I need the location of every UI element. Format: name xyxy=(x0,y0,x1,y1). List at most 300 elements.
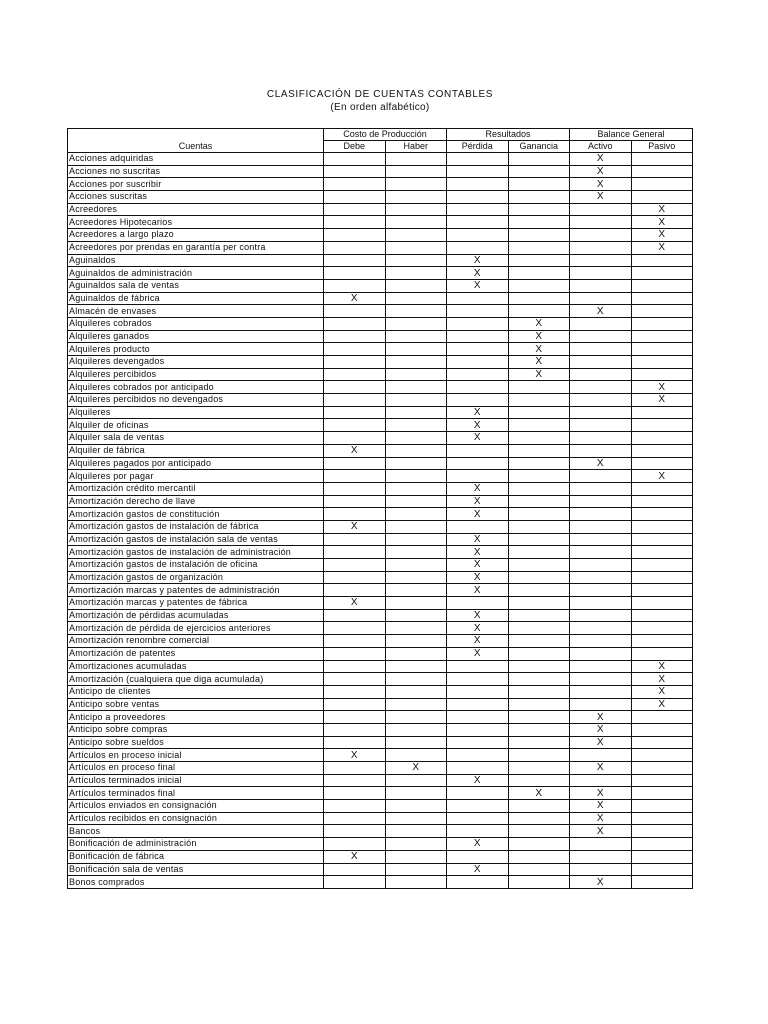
mark-cell-ganancia xyxy=(508,850,570,863)
mark-cell-activo xyxy=(570,267,632,280)
mark-cell-ganancia xyxy=(508,660,570,673)
account-name-cell: Amortización gastos de instalación sala de ventas xyxy=(68,533,324,546)
mark-cell-haber xyxy=(385,520,447,533)
mark-cell-activo xyxy=(570,229,632,242)
mark-cell-debe xyxy=(324,432,386,445)
table-row xyxy=(68,850,693,863)
column-header-ganancia: Ganancia xyxy=(508,141,570,153)
mark-cell-pasivo xyxy=(631,559,693,572)
mark-cell-pasivo xyxy=(631,368,693,381)
document-subtitle: (En orden alfabético) xyxy=(330,102,430,113)
mark-cell-activo xyxy=(570,673,632,686)
mark-cell-debe xyxy=(324,305,386,318)
mark-cell-debe xyxy=(324,241,386,254)
mark-cell-haber xyxy=(385,457,447,470)
mark-cell-debe xyxy=(324,584,386,597)
table-row xyxy=(68,267,693,280)
account-name-cell: Anticipo de clientes xyxy=(68,685,324,698)
mark-cell-haber xyxy=(385,660,447,673)
mark-cell-pérdida: X xyxy=(447,508,509,521)
mark-cell-debe xyxy=(324,711,386,724)
mark-cell-ganancia xyxy=(508,216,570,229)
mark-cell-ganancia xyxy=(508,622,570,635)
mark-cell-pérdida: X xyxy=(447,533,509,546)
mark-cell-ganancia: X xyxy=(508,343,570,356)
table-row xyxy=(68,482,693,495)
account-name-cell: Almacén de envases xyxy=(68,305,324,318)
mark-cell-pasivo: X xyxy=(631,203,693,216)
mark-cell-debe xyxy=(324,571,386,584)
mark-cell-debe xyxy=(324,203,386,216)
account-name-cell: Amortizaciones acumuladas xyxy=(68,660,324,673)
group-header-production-cost: Costo de Producción xyxy=(324,129,447,141)
account-name-cell: Acreedores xyxy=(68,203,324,216)
table-row xyxy=(68,356,693,369)
mark-cell-activo xyxy=(570,470,632,483)
mark-cell-pérdida xyxy=(447,520,509,533)
account-name-cell: Alquileres pagados por anticipado xyxy=(68,457,324,470)
mark-cell-haber xyxy=(385,470,447,483)
mark-cell-pérdida: X xyxy=(447,609,509,622)
mark-cell-debe xyxy=(324,330,386,343)
account-name-cell: Bonificación de fábrica xyxy=(68,850,324,863)
mark-cell-ganancia xyxy=(508,203,570,216)
mark-cell-pasivo xyxy=(631,876,693,889)
mark-cell-pasivo: X xyxy=(631,660,693,673)
mark-cell-pasivo xyxy=(631,305,693,318)
mark-cell-pérdida xyxy=(447,787,509,800)
account-name-cell: Amortización derecho de llave xyxy=(68,495,324,508)
mark-cell-haber xyxy=(385,178,447,191)
mark-cell-activo xyxy=(570,520,632,533)
mark-cell-debe xyxy=(324,685,386,698)
table-row xyxy=(68,216,693,229)
mark-cell-pérdida xyxy=(447,343,509,356)
mark-cell-activo xyxy=(570,241,632,254)
account-name-cell: Acreedores Hipotecarios xyxy=(68,216,324,229)
mark-cell-pérdida: X xyxy=(447,774,509,787)
account-name-cell: Alquileres cobrados por anticipado xyxy=(68,381,324,394)
mark-cell-ganancia xyxy=(508,812,570,825)
mark-cell-pérdida xyxy=(447,153,509,166)
account-name-cell: Acciones no suscritas xyxy=(68,165,324,178)
table-row xyxy=(68,723,693,736)
mark-cell-pasivo: X xyxy=(631,216,693,229)
mark-cell-activo xyxy=(570,508,632,521)
mark-cell-activo: X xyxy=(570,876,632,889)
mark-cell-pasivo xyxy=(631,191,693,204)
account-name-cell: Bancos xyxy=(68,825,324,838)
mark-cell-debe xyxy=(324,825,386,838)
group-header-balance-sheet: Balance General xyxy=(570,129,693,141)
table-header xyxy=(68,129,693,153)
mark-cell-debe: X xyxy=(324,520,386,533)
mark-cell-haber xyxy=(385,622,447,635)
mark-cell-debe xyxy=(324,673,386,686)
account-name-cell: Artículos en proceso inicial xyxy=(68,749,324,762)
table-row xyxy=(68,749,693,762)
mark-cell-ganancia xyxy=(508,546,570,559)
mark-cell-haber xyxy=(385,609,447,622)
mark-cell-pasivo xyxy=(631,736,693,749)
mark-cell-pérdida xyxy=(447,191,509,204)
mark-cell-activo xyxy=(570,597,632,610)
mark-cell-ganancia xyxy=(508,444,570,457)
mark-cell-activo xyxy=(570,432,632,445)
mark-cell-pasivo: X xyxy=(631,673,693,686)
mark-cell-activo: X xyxy=(570,736,632,749)
mark-cell-pérdida xyxy=(447,698,509,711)
mark-cell-pérdida xyxy=(447,178,509,191)
mark-cell-activo: X xyxy=(570,825,632,838)
account-name-cell: Artículos terminados inicial xyxy=(68,774,324,787)
mark-cell-activo xyxy=(570,394,632,407)
mark-cell-debe: X xyxy=(324,292,386,305)
mark-cell-activo xyxy=(570,774,632,787)
mark-cell-pérdida: X xyxy=(447,863,509,876)
table-row xyxy=(68,571,693,584)
mark-cell-pérdida: X xyxy=(447,406,509,419)
mark-cell-pérdida xyxy=(447,356,509,369)
mark-cell-activo xyxy=(570,419,632,432)
mark-cell-haber xyxy=(385,254,447,267)
mark-cell-ganancia: X xyxy=(508,787,570,800)
mark-cell-pérdida: X xyxy=(447,267,509,280)
mark-cell-debe: X xyxy=(324,444,386,457)
mark-cell-haber xyxy=(385,876,447,889)
mark-cell-pérdida xyxy=(447,673,509,686)
mark-cell-pasivo xyxy=(631,406,693,419)
mark-cell-activo xyxy=(570,343,632,356)
mark-cell-ganancia xyxy=(508,229,570,242)
account-name-cell: Artículos enviados en consignación xyxy=(68,800,324,813)
mark-cell-haber xyxy=(385,635,447,648)
mark-cell-ganancia xyxy=(508,520,570,533)
mark-cell-activo xyxy=(570,495,632,508)
account-name-cell: Alquiler sala de ventas xyxy=(68,432,324,445)
mark-cell-ganancia xyxy=(508,723,570,736)
mark-cell-haber xyxy=(385,673,447,686)
table-row xyxy=(68,191,693,204)
mark-cell-activo xyxy=(570,622,632,635)
mark-cell-pérdida: X xyxy=(447,495,509,508)
account-name-cell: Acciones adquiridas xyxy=(68,153,324,166)
mark-cell-debe xyxy=(324,812,386,825)
mark-cell-activo xyxy=(570,368,632,381)
account-name-cell: Amortización marcas y patentes de fábrica xyxy=(68,597,324,610)
mark-cell-ganancia xyxy=(508,482,570,495)
mark-cell-pasivo xyxy=(631,165,693,178)
account-name-cell: Amortización marcas y patentes de administración xyxy=(68,584,324,597)
mark-cell-haber xyxy=(385,508,447,521)
table-row xyxy=(68,609,693,622)
mark-cell-haber xyxy=(385,812,447,825)
mark-cell-ganancia xyxy=(508,635,570,648)
mark-cell-ganancia xyxy=(508,267,570,280)
table-row xyxy=(68,635,693,648)
mark-cell-activo xyxy=(570,216,632,229)
mark-cell-pérdida xyxy=(447,292,509,305)
mark-cell-pérdida xyxy=(447,381,509,394)
mark-cell-pasivo: X xyxy=(631,381,693,394)
mark-cell-pasivo xyxy=(631,520,693,533)
mark-cell-debe xyxy=(324,508,386,521)
account-name-cell: Amortización renombre comercial xyxy=(68,635,324,648)
account-name-cell: Artículos terminados final xyxy=(68,787,324,800)
account-name-cell: Alquileres cobrados xyxy=(68,317,324,330)
mark-cell-haber xyxy=(385,368,447,381)
mark-cell-pasivo xyxy=(631,762,693,775)
table-row xyxy=(68,736,693,749)
mark-cell-activo xyxy=(570,635,632,648)
table-row xyxy=(68,520,693,533)
mark-cell-debe xyxy=(324,876,386,889)
mark-cell-debe xyxy=(324,800,386,813)
mark-cell-haber xyxy=(385,444,447,457)
account-name-cell: Amortización crédito mercantil xyxy=(68,482,324,495)
mark-cell-debe xyxy=(324,216,386,229)
mark-cell-ganancia xyxy=(508,470,570,483)
table-row xyxy=(68,444,693,457)
mark-cell-activo xyxy=(570,850,632,863)
table-row xyxy=(68,508,693,521)
mark-cell-haber xyxy=(385,292,447,305)
mark-cell-pérdida xyxy=(447,394,509,407)
table-row xyxy=(68,698,693,711)
mark-cell-pérdida xyxy=(447,470,509,483)
mark-cell-haber xyxy=(385,584,447,597)
table-row xyxy=(68,685,693,698)
mark-cell-pasivo: X xyxy=(631,698,693,711)
mark-cell-haber xyxy=(385,394,447,407)
mark-cell-pérdida xyxy=(447,812,509,825)
mark-cell-pasivo xyxy=(631,812,693,825)
table-row xyxy=(68,165,693,178)
account-name-cell: Acreedores a largo plazo xyxy=(68,229,324,242)
mark-cell-debe xyxy=(324,419,386,432)
mark-cell-ganancia xyxy=(508,495,570,508)
mark-cell-pérdida xyxy=(447,241,509,254)
mark-cell-pasivo: X xyxy=(631,394,693,407)
mark-cell-haber xyxy=(385,165,447,178)
mark-cell-pérdida xyxy=(447,368,509,381)
mark-cell-haber xyxy=(385,267,447,280)
mark-cell-ganancia xyxy=(508,457,570,470)
mark-cell-pasivo: X xyxy=(631,229,693,242)
mark-cell-debe xyxy=(324,647,386,660)
mark-cell-pasivo xyxy=(631,622,693,635)
mark-cell-ganancia xyxy=(508,597,570,610)
table-row xyxy=(68,838,693,851)
mark-cell-debe xyxy=(324,533,386,546)
mark-cell-pasivo xyxy=(631,749,693,762)
account-name-cell: Alquileres producto xyxy=(68,343,324,356)
mark-cell-activo xyxy=(570,356,632,369)
table-row xyxy=(68,825,693,838)
mark-cell-debe xyxy=(324,495,386,508)
mark-cell-activo: X xyxy=(570,711,632,724)
account-name-cell: Alquiler de fábrica xyxy=(68,444,324,457)
mark-cell-debe xyxy=(324,254,386,267)
table-row xyxy=(68,279,693,292)
mark-cell-debe xyxy=(324,165,386,178)
mark-cell-haber xyxy=(385,317,447,330)
mark-cell-activo xyxy=(570,406,632,419)
group-header-row xyxy=(68,129,693,141)
mark-cell-haber xyxy=(385,711,447,724)
account-name-cell: Alquileres percibidos no devengados xyxy=(68,394,324,407)
mark-cell-ganancia xyxy=(508,876,570,889)
mark-cell-activo: X xyxy=(570,165,632,178)
mark-cell-haber xyxy=(385,774,447,787)
mark-cell-haber xyxy=(385,495,447,508)
account-name-cell: Aguinaldos de administración xyxy=(68,267,324,280)
mark-cell-pasivo xyxy=(631,723,693,736)
mark-cell-pasivo xyxy=(631,495,693,508)
mark-cell-pasivo xyxy=(631,444,693,457)
mark-cell-pérdida: X xyxy=(447,546,509,559)
mark-cell-ganancia xyxy=(508,533,570,546)
mark-cell-haber xyxy=(385,597,447,610)
mark-cell-debe xyxy=(324,660,386,673)
mark-cell-pasivo xyxy=(631,267,693,280)
mark-cell-pasivo: X xyxy=(631,241,693,254)
mark-cell-pérdida: X xyxy=(447,838,509,851)
mark-cell-ganancia xyxy=(508,508,570,521)
mark-cell-pérdida xyxy=(447,597,509,610)
document-title: CLASIFICACIÓN DE CUENTAS CONTABLES xyxy=(266,89,494,100)
table-row xyxy=(68,229,693,242)
table-row xyxy=(68,432,693,445)
table-row xyxy=(68,876,693,889)
account-name-cell: Amortización gastos de instalación de fábrica xyxy=(68,520,324,533)
account-name-cell: Alquileres percibidos xyxy=(68,368,324,381)
mark-cell-debe: X xyxy=(324,597,386,610)
table-row xyxy=(68,178,693,191)
mark-cell-pasivo xyxy=(631,457,693,470)
mark-cell-ganancia xyxy=(508,863,570,876)
mark-cell-pasivo xyxy=(631,838,693,851)
account-name-cell: Acciones por suscribir xyxy=(68,178,324,191)
table-row xyxy=(68,660,693,673)
mark-cell-pérdida xyxy=(447,444,509,457)
mark-cell-pasivo xyxy=(631,254,693,267)
mark-cell-ganancia xyxy=(508,685,570,698)
account-name-cell: Acreedores por prendas en garantía per contra xyxy=(68,241,324,254)
mark-cell-activo: X xyxy=(570,762,632,775)
mark-cell-debe xyxy=(324,406,386,419)
table-row xyxy=(68,787,693,800)
account-name-cell: Artículos en proceso final xyxy=(68,762,324,775)
table-row xyxy=(68,584,693,597)
mark-cell-debe xyxy=(324,635,386,648)
table-row xyxy=(68,368,693,381)
mark-cell-activo xyxy=(570,584,632,597)
mark-cell-debe xyxy=(324,317,386,330)
mark-cell-activo: X xyxy=(570,457,632,470)
mark-cell-pérdida xyxy=(447,165,509,178)
mark-cell-activo: X xyxy=(570,812,632,825)
group-header-results: Resultados xyxy=(447,129,570,141)
accounts-classification-table xyxy=(67,128,693,889)
table-row xyxy=(68,330,693,343)
mark-cell-debe xyxy=(324,546,386,559)
mark-cell-ganancia xyxy=(508,584,570,597)
mark-cell-pérdida xyxy=(447,229,509,242)
mark-cell-pasivo xyxy=(631,774,693,787)
accounts-column-header: Cuentas xyxy=(68,129,324,153)
mark-cell-activo xyxy=(570,254,632,267)
mark-cell-pérdida xyxy=(447,749,509,762)
mark-cell-pérdida xyxy=(447,330,509,343)
mark-cell-ganancia xyxy=(508,698,570,711)
mark-cell-ganancia xyxy=(508,800,570,813)
mark-cell-ganancia xyxy=(508,774,570,787)
table-row xyxy=(68,774,693,787)
mark-cell-debe xyxy=(324,178,386,191)
mark-cell-ganancia xyxy=(508,673,570,686)
mark-cell-ganancia xyxy=(508,647,570,660)
mark-cell-debe xyxy=(324,559,386,572)
mark-cell-activo xyxy=(570,838,632,851)
account-name-cell: Amortización de pérdida de ejercicios anteriores xyxy=(68,622,324,635)
mark-cell-haber xyxy=(385,229,447,242)
account-name-cell: Amortización de patentes xyxy=(68,647,324,660)
mark-cell-haber xyxy=(385,698,447,711)
mark-cell-pasivo xyxy=(631,343,693,356)
mark-cell-ganancia xyxy=(508,279,570,292)
mark-cell-activo: X xyxy=(570,153,632,166)
mark-cell-pasivo xyxy=(631,635,693,648)
mark-cell-haber xyxy=(385,343,447,356)
table-row xyxy=(68,241,693,254)
table-row xyxy=(68,762,693,775)
mark-cell-pérdida: X xyxy=(447,635,509,648)
mark-cell-activo xyxy=(570,609,632,622)
account-name-cell: Alquileres por pagar xyxy=(68,470,324,483)
mark-cell-pasivo xyxy=(631,292,693,305)
account-name-cell: Alquileres ganados xyxy=(68,330,324,343)
mark-cell-ganancia: X xyxy=(508,356,570,369)
mark-cell-pasivo xyxy=(631,584,693,597)
mark-cell-pasivo xyxy=(631,850,693,863)
table-row xyxy=(68,203,693,216)
account-name-cell: Alquiler de oficinas xyxy=(68,419,324,432)
mark-cell-ganancia xyxy=(508,736,570,749)
mark-cell-pasivo xyxy=(631,711,693,724)
mark-cell-haber xyxy=(385,571,447,584)
mark-cell-debe xyxy=(324,698,386,711)
mark-cell-debe xyxy=(324,622,386,635)
mark-cell-debe xyxy=(324,153,386,166)
mark-cell-activo xyxy=(570,533,632,546)
mark-cell-activo xyxy=(570,863,632,876)
account-name-cell: Anticipo a proveedores xyxy=(68,711,324,724)
mark-cell-pérdida xyxy=(447,800,509,813)
mark-cell-ganancia xyxy=(508,191,570,204)
mark-cell-ganancia xyxy=(508,165,570,178)
column-header-activo: Activo xyxy=(570,141,632,153)
table-row xyxy=(68,254,693,267)
table-row xyxy=(68,812,693,825)
mark-cell-haber xyxy=(385,533,447,546)
mark-cell-activo: X xyxy=(570,191,632,204)
mark-cell-pérdida: X xyxy=(447,559,509,572)
mark-cell-pasivo xyxy=(631,419,693,432)
mark-cell-pasivo xyxy=(631,317,693,330)
mark-cell-pérdida xyxy=(447,317,509,330)
mark-cell-activo xyxy=(570,698,632,711)
